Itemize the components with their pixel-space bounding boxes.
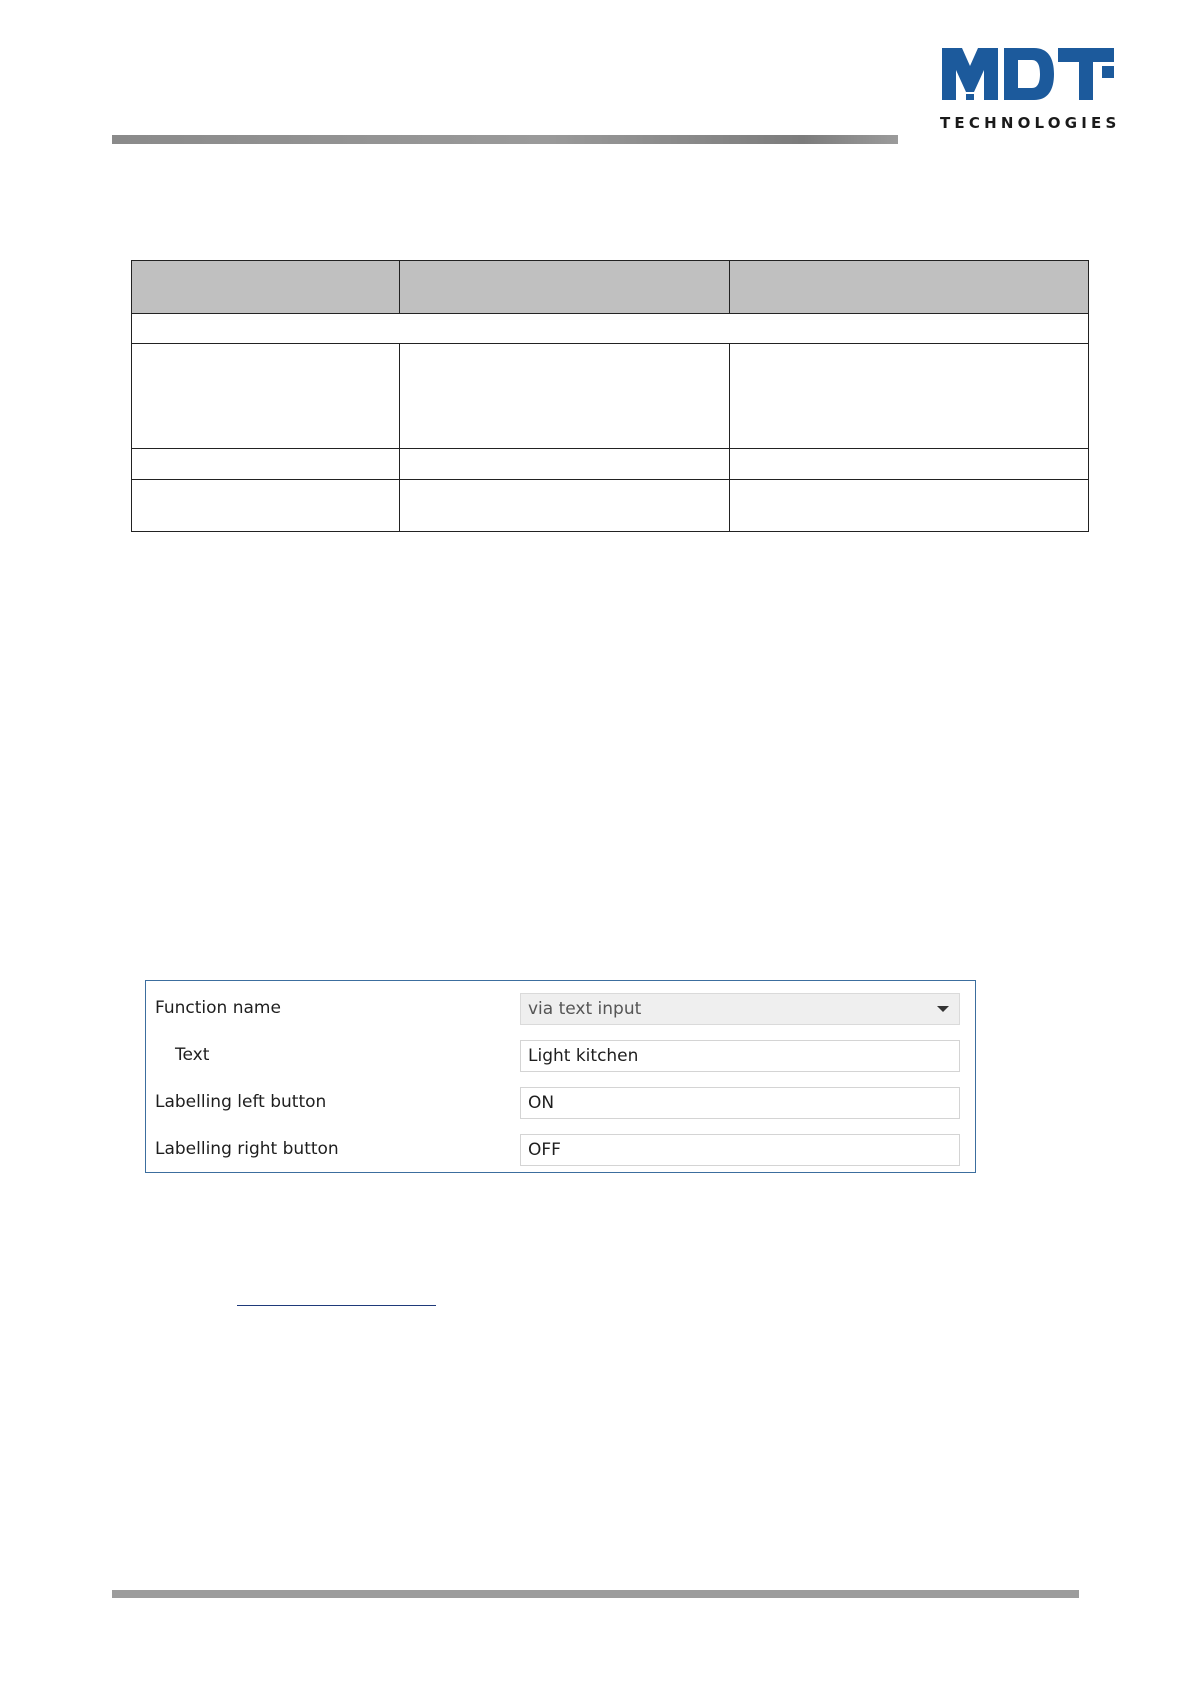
- parameter-table: [131, 260, 1089, 532]
- param-row-left-button: [146, 1086, 975, 1120]
- table-cell: [132, 480, 400, 532]
- function-name-dropdown[interactable]: [520, 993, 960, 1025]
- function-name-value: via text input: [528, 999, 642, 1019]
- table-cell: [730, 344, 1089, 449]
- table-cell: [132, 344, 400, 449]
- left-button-label: Labelling left button: [155, 1092, 327, 1112]
- chevron-down-icon[interactable]: [937, 1006, 949, 1012]
- table-cell: [400, 449, 730, 480]
- table-row: [132, 449, 1089, 480]
- text-label: Text: [175, 1045, 210, 1065]
- hyperlink-underline[interactable]: [237, 1305, 436, 1306]
- param-row-text: [146, 1039, 975, 1073]
- table-header-cell: [400, 261, 730, 314]
- table-header-cell: [132, 261, 400, 314]
- text-input[interactable]: Light kitchen: [520, 1040, 960, 1072]
- table-cell: [400, 480, 730, 532]
- table-row: [132, 480, 1089, 532]
- right-button-input[interactable]: OFF: [520, 1134, 960, 1166]
- table-cell: [400, 344, 730, 449]
- table-cell: [132, 449, 400, 480]
- param-row-right-button: [146, 1133, 975, 1167]
- table-row: [132, 344, 1089, 449]
- logo-subtitle: TECHNOLOGIES: [940, 114, 1121, 132]
- mdt-logo: [940, 44, 1121, 136]
- function-name-label: Function name: [155, 998, 281, 1018]
- table-section-cell: [132, 314, 1089, 344]
- table-header-cell: [730, 261, 1089, 314]
- header-rule: [112, 135, 898, 144]
- table-section-row: [132, 314, 1089, 344]
- param-row-function-name: [146, 992, 975, 1026]
- table-cell: [730, 480, 1089, 532]
- left-button-input[interactable]: ON: [520, 1087, 960, 1119]
- parameter-panel: [145, 980, 976, 1173]
- right-button-label: Labelling right button: [155, 1139, 339, 1159]
- mdt-logo-mark: [940, 44, 1116, 104]
- table-cell: [730, 449, 1089, 480]
- table-header-row: [132, 261, 1089, 314]
- footer-rule: [112, 1590, 1079, 1598]
